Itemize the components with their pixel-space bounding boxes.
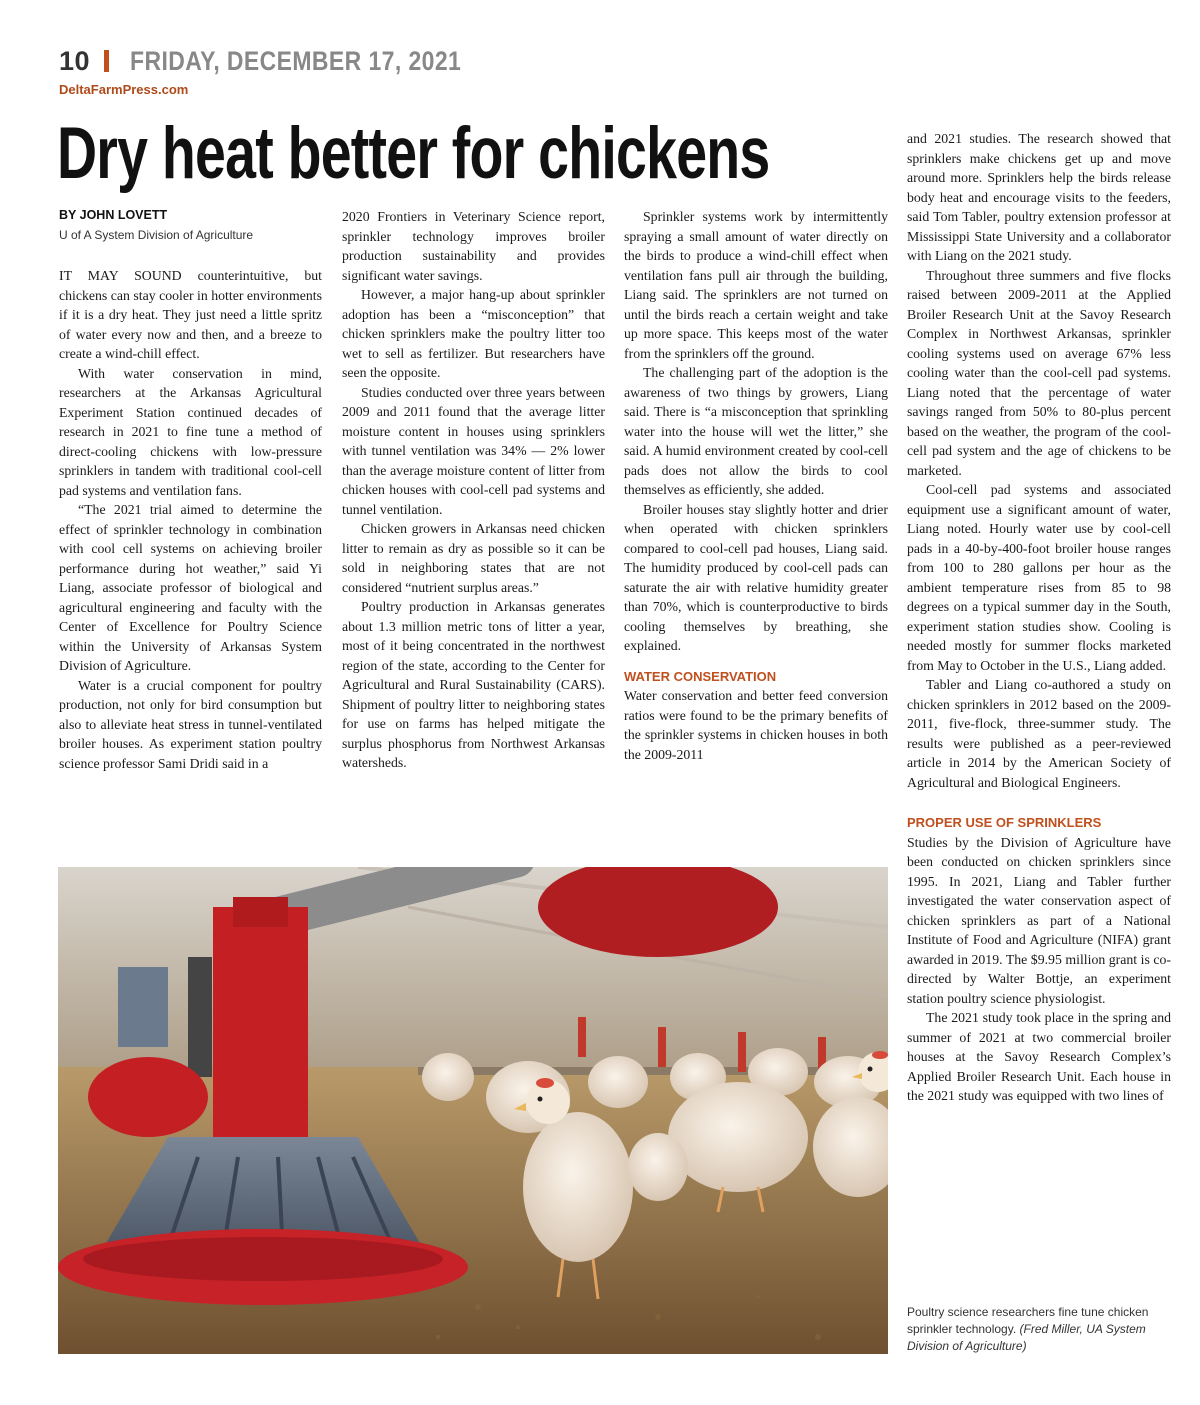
paragraph: “The 2021 trial aimed to determine the effect of sprinkler technology in combination with cool cell systems on achieving broiler performance during hot weather,” said Yi Liang, associate professor of biological and agricultural engineering and faculty with the Center of Excellence for Poultry Science within the University of Arkansas System Division of Agriculture.: [59, 502, 322, 673]
paragraph: Chicken growers in Arkansas need chicken litter to remain as dry as possible so it can be sold in neighboring states that are not considered “nutrient surplus areas.”: [342, 521, 605, 595]
paragraph: Tabler and Liang co-authored a study on chicken sprinklers in 2012 based on the 2009-2011, five-flock, three-summer study. The results were published as a peer-reviewed article in 2014 by the American Society of Agricultural and Biological Engineers.: [907, 677, 1171, 790]
chicken-house-photo: [58, 867, 888, 1354]
paragraph: Water is a crucial component for poultry production, not only for bird consumption but also to alleviate heat stress in tunnel-ventilated broiler houses. As experiment station poultry science professor Sami Dridi said in a: [59, 677, 322, 771]
paragraph: Broiler houses stay slightly hotter and drier when operated with chicken sprinklers compared to cool-cell pad houses, Liang said. The humidity produced by cool-cell pads can saturate the air with relative humidity greater than 70%, which is counterproductive to birds cooling themselves by breathing, she explained.: [624, 501, 888, 653]
paragraph: Sprinkler systems work by intermittently spraying a small amount of water directly on the birds to produce a wind-chill effect when ventilation fans pull air through the building, Liang said. The sprinklers are not turned on until the birds reach a certain weight and take up more space. This keeps most of the water from the sprinklers off the ground.: [624, 209, 888, 361]
paragraph: IT MAY SOUND counterintuitive, but chickens can stay cooler in hotter environments if it is a dry heat. They just need a little spritz of water every now and then, and a breeze to create a wind-chill effect.: [59, 268, 322, 361]
author-affiliation: U of A System Division of Agriculture: [59, 228, 254, 242]
article-headline: Dry heat better for chickens: [57, 113, 770, 194]
paragraph: Throughout three summers and five flocks raised between 2009-2011 at the Applied Broiler Research Unit at the Savoy Research Complex in Northwest Arkansas, sprinkler cooling systems used on average 67% less cooling water than the cool-cell pad systems. Liang noted that the percentage of water savings ranged from 50% to 80-plus percent based on the weather, the program of the cool-cell pad system and the age of chickens to be marketed.: [907, 267, 1171, 478]
issue-date: FRIDAY, DECEMBER 17, 2021: [130, 46, 462, 76]
paragraph: Water conservation and better feed conversion ratios were found to be the primary benefits of the sprinkler systems in chicken houses in both the 2009-2011: [624, 688, 888, 762]
byline: BY JOHN LOVETT: [59, 208, 168, 222]
caption-text: Poultry science researchers fine tune chicken sprinkler technology.: [907, 1305, 1149, 1336]
article-column-4: [907, 129, 1171, 1106]
article-column-1: [59, 266, 322, 773]
photo-caption: [907, 1304, 1169, 1355]
subhead-water-conservation: WATER CONSERVATION: [624, 668, 777, 684]
paragraph: and 2021 studies. The research showed that sprinklers make chickens get up and move around more. Sprinklers help the birds release body heat and encourage visits to the feeders, said Tom Tabler, poultry extension professor at Mississippi State University and a collaborator with Liang on the 2021 study.: [907, 131, 1171, 263]
paragraph: The 2021 study took place in the spring and summer of 2021 at two commercial broiler houses at the Savoy Research Complex’s Applied Broiler Research Unit. Each house in the 2021 study was equipped with two lines of: [907, 1010, 1171, 1103]
header-divider: [104, 50, 109, 72]
page-number: 10: [59, 46, 91, 76]
article-column-2: [342, 207, 605, 773]
paragraph: 2020 Frontiers in Veterinary Science report, sprinkler technology improves broiler production sustainability and provides significant water savings.: [342, 209, 605, 283]
paragraph: Studies conducted over three years between 2009 and 2011 found that the average litter moisture content in houses using sprinklers with tunnel ventilation was 34% — 2% lower than the average moisture content of litter from chicken houses with cool-cell pad systems and tunnel ventilation.: [342, 384, 605, 517]
paragraph: With water conservation in mind, researchers at the Arkansas Agricultural Experiment Station continued decades of research in 2021 to fine tune a method of direct-cooling chickens with low-pressure sprinklers in tandem with traditional cool-cell pad systems and ventilation fans.: [59, 365, 322, 498]
photo-credit: (Fred Miller, UA System Division of Agriculture): [907, 1322, 1146, 1353]
website-link[interactable]: DeltaFarmPress.com: [59, 82, 189, 97]
paragraph: Cool-cell pad systems and associated equipment use a significant amount of water, Liang noted. Hourly water use by cool-cell pads in a 40-by-400-foot broiler house ranges from 100 to 280 gallons per hour as the ambient temperature rises from 85 to 98 degrees on a typical summer day in the South, experiment station studies show. Cooling is needed mostly for summer flocks marketed from May to October in the U.S., Liang added.: [907, 482, 1171, 673]
paragraph: Poultry production in Arkansas generates about 1.3 million metric tons of litter a year, most of it being concentrated in the northwest region of the state, according to the Center for Agricultural and Rural Sustainability (CARS). Shipment of poultry litter to neighboring states for use on farms has helped mitigate the surplus phosphorus from Northwest Arkansas watersheds.: [342, 599, 605, 770]
paragraph: However, a major hang-up about sprinkler adoption has been a “misconception” that chicken sprinklers make the poultry litter too wet to sell as fertilizer. But researchers have seen the opposite.: [342, 287, 605, 380]
paragraph: The challenging part of the adoption is the awareness of two things by growers, Liang said. There is “a misconception that sprinkling water into the house will wet the litter,” she said. A humid environment created by cool-cell pads does not allow the birds to cool themselves as efficiently, she added.: [624, 365, 888, 497]
article-column-3: [624, 207, 888, 764]
subhead-proper-use: PROPER USE OF SPRINKLERS: [907, 815, 1102, 830]
paragraph: Studies by the Division of Agriculture have been conducted on chicken sprinklers since 1995. In 2021, Liang and Tabler further investigated the water conservation aspect of chicken sprinklers as part of a National Institute of Food and Agriculture (NIFA) grant awarded in 2019. The $9.95 million grant is co-directed by Walter Bottje, an experiment station poultry science physiologist.: [907, 834, 1171, 1006]
